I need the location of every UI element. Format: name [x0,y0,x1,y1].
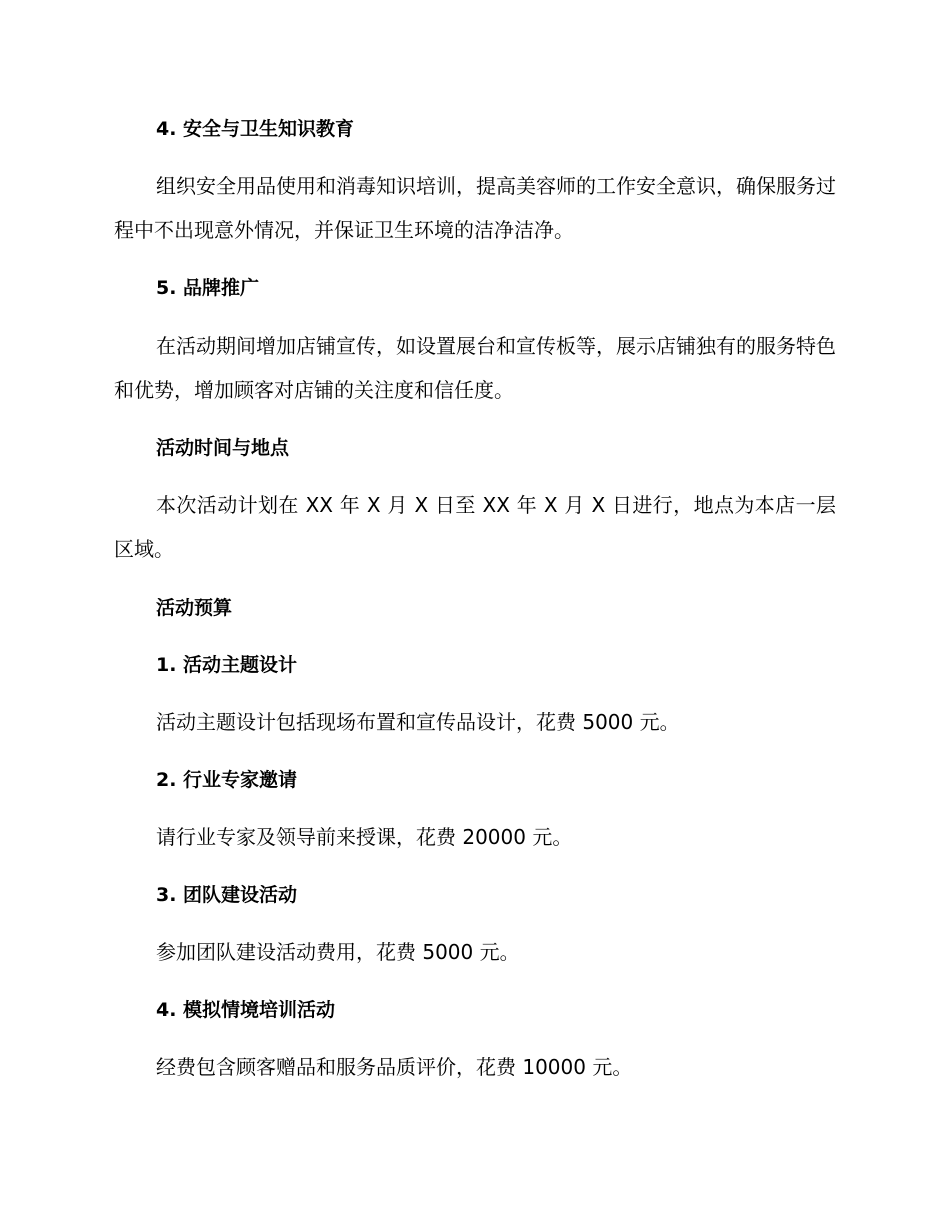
section-heading-safety-hygiene: 4. 安全与卫生知识教育 [156,118,355,140]
paragraph-time-location: 本次活动计划在 XX 年 X 月 X 日至 XX 年 X 月 X 日进行，地点为本店一层区域。 [114,493,836,561]
section-heading-time-location: 活动时间与地点 [156,437,290,459]
section-heading-theme-design: 1. 活动主题设计 [156,654,298,676]
section-heading-expert-invitation: 2. 行业专家邀请 [156,769,298,791]
section-heading-budget: 活动预算 [156,597,233,619]
section-heading-simulation-training: 4. 模拟情境培训活动 [156,999,336,1021]
section-heading-team-building: 3. 团队建设活动 [156,884,298,906]
paragraph-theme-design: 活动主题设计包括现场布置和宣传品设计，花费 5000 元。 [156,710,680,734]
paragraph-team-building: 参加团队建设活动费用，花费 5000 元。 [156,940,520,964]
paragraph-brand-promotion: 在活动期间增加店铺宣传，如设置展台和宣传板等，展示店铺独有的服务特色和优势，增加顾客对店铺的关注度和信任度。 [114,334,836,402]
paragraph-safety-hygiene: 组织安全用品使用和消毒知识培训，提高美容师的工作安全意识，确保服务过程中不出现意外情况，并保证卫生环境的洁净洁净。 [114,174,836,242]
paragraph-simulation-training: 经费包含顾客赠品和服务品质评价，花费 10000 元。 [156,1055,633,1079]
section-heading-brand-promotion: 5. 品牌推广 [156,277,260,299]
paragraph-expert-invitation: 请行业专家及领导前来授课，花费 20000 元。 [156,825,573,849]
